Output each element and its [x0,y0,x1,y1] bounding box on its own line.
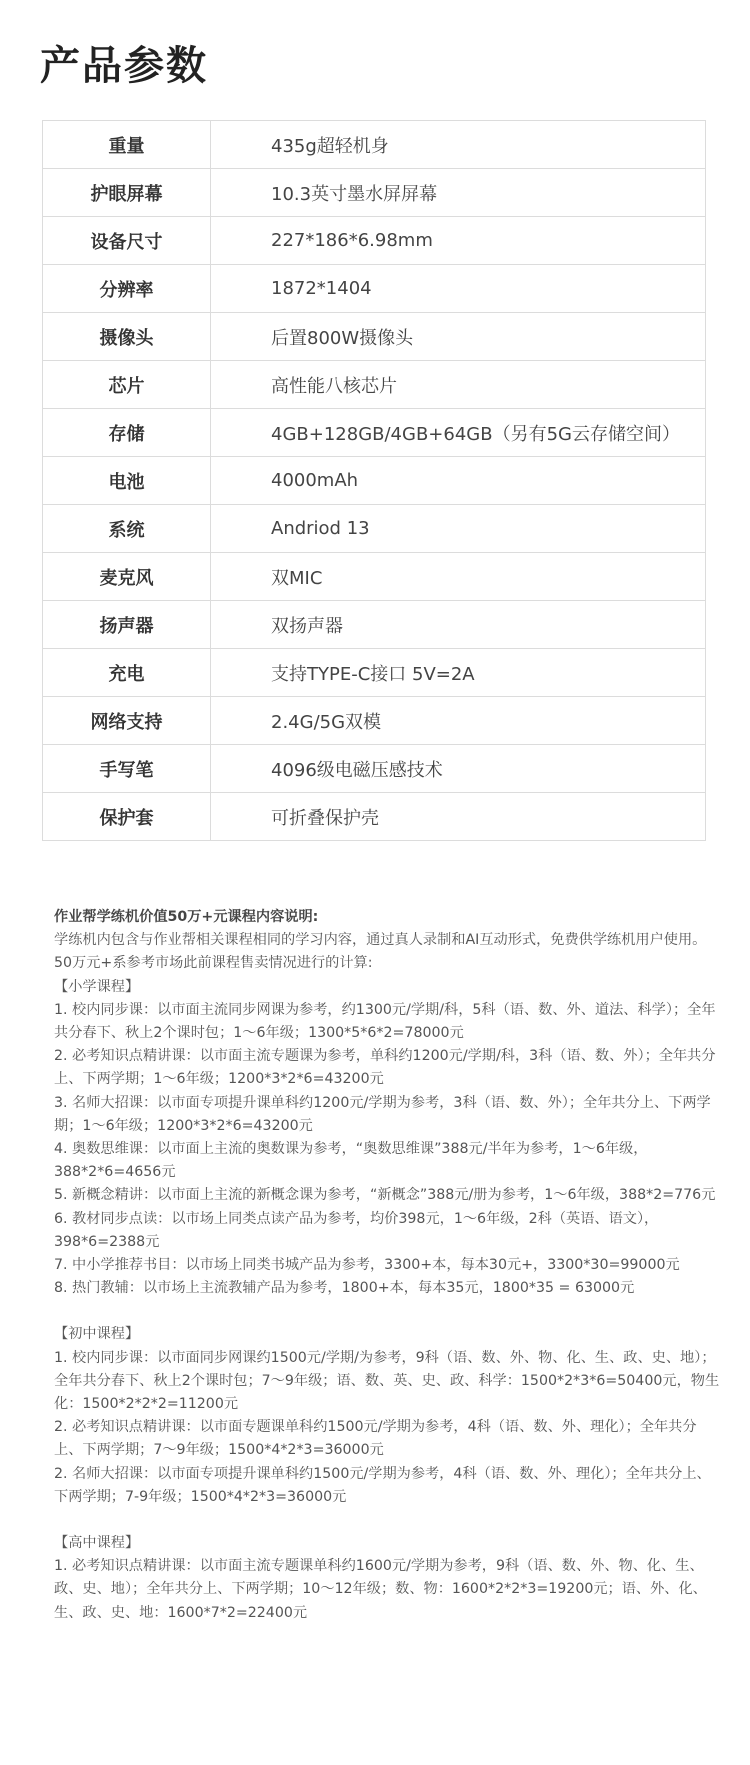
spec-value: 1872*1404 [211,265,706,313]
spec-row [43,457,706,505]
note-item: 4. 奥数思维课：以市面上主流的奥数课为参考，“奥数思维课”388元/半年为参考，1～6年级，388*2*6=4656元 [54,1141,648,1181]
spec-label: 存储 [43,409,211,457]
spec-label: 手写笔 [43,745,211,793]
spec-row [43,793,706,841]
spec-label: 摄像头 [43,313,211,361]
spec-row [43,649,706,697]
spec-row [43,505,706,553]
spec-value: 双MIC [211,553,706,601]
spec-value: 4GB+128GB/4GB+64GB（另有5G云存储空间） [211,409,706,457]
notes-intro-line: 50万元+系参考市场此前课程售卖情况进行的计算: [54,955,373,972]
note-item: 1. 必考知识点精讲课：以市面主流专题课单科约1600元/学期为参考，9科（语、数、外、物、化、生、政、史、地）；全年共分上、下两学期；10～12年级；数、物：1600*2*2*3=19200元；语、外、化、生、政、史、地：1600*7*2=22400元 [54,1558,707,1621]
spec-row [43,265,706,313]
spec-value: 后置800W摄像头 [211,313,706,361]
spec-table [42,120,706,841]
spec-label: 网络支持 [43,697,211,745]
spec-row [43,361,706,409]
note-item: 2. 必考知识点精讲课：以市面专题课单科约1500元/学期为参考，4科（语、数、外、理化）；全年共分上、下两学期；7～9年级；1500*4*2*3=36000元 [54,1419,697,1459]
note-item: 3. 名师大招课：以市面专项提升课单科约1200元/学期为参考，3科（语、数、外）；全年共分上、下两学期；1～6年级；1200*3*2*6=43200元 [54,1094,711,1134]
spec-value: 4000mAh [211,457,706,505]
spec-value: 4096级电磁压感技术 [211,745,706,793]
spec-row [43,745,706,793]
note-item: 2. 名师大招课：以市面专项提升课单科约1500元/学期为参考，4科（语、数、外、理化）；全年共分上、下两学期；7-9年级；1500*4*2*3=36000元 [54,1465,711,1505]
spec-label: 系统 [43,505,211,553]
spec-value: 双扬声器 [211,601,706,649]
spec-value: 高性能八核芯片 [211,361,706,409]
spec-label: 麦克风 [43,553,211,601]
spec-row [43,121,706,169]
spec-row [43,553,706,601]
note-item: 5. 新概念精讲：以市面上主流的新概念课为参考，“新概念”388元/册为参考，1～6年级，388*2=776元 [54,1187,716,1204]
spec-row [43,313,706,361]
spec-label: 扬声器 [43,601,211,649]
spec-value: 2.4G/5G双模 [211,697,706,745]
spec-row [43,697,706,745]
spec-label: 护眼屏幕 [43,169,211,217]
spec-value: 支持TYPE-C接口 5V=2A [211,649,706,697]
spec-label: 电池 [43,457,211,505]
note-item: 8. 热门教辅：以市场上主流教辅产品为参考，1800+本，每本35元，1800*35 = 63000元 [54,1280,635,1297]
spec-value: 227*186*6.98mm [211,217,706,265]
notes-heading: 作业帮学练机价值50万+元课程内容说明: [54,909,319,925]
spec-label: 重量 [43,121,211,169]
spec-label: 芯片 [43,361,211,409]
spec-row [43,217,706,265]
note-item: 1. 校内同步课：以市面同步网课约1500元/学期/为参考，9科（语、数、外、物、化、生、政、史、地）；全年共分春下、秋上2个课时包；7～9年级；语、数、英、史、政、科学：1500*2*3*6=50400元，物生化：1500*2*2*2=11200元 [54,1349,720,1413]
note-item: 6. 教材同步点读：以市场上同类点读产品为参考，均价398元，1～6年级，2科（英语、语文），398*6=2388元 [54,1210,659,1250]
spec-row [43,409,706,457]
spec-value: 435g超轻机身 [211,121,706,169]
section-title-primary: 【小学课程】 [54,978,140,995]
spec-label: 设备尺寸 [43,217,211,265]
section-title-high: 【高中课程】 [54,1535,140,1552]
spec-row [43,601,706,649]
notes-intro-line: 学练机内包含与作业帮相关课程相同的学习内容，通过真人录制和AI互动形式，免费供学练机用户使用。 [54,932,707,949]
note-item: 2. 必考知识点精讲课：以市面主流专题课为参考，单科约1200元/学期/科，3科（语、数、外）；全年共分上、下两学期；1～6年级；1200*3*2*6=43200元 [54,1048,716,1088]
spec-row [43,169,706,217]
section-gap [54,1300,722,1323]
page-title: 产品参数 [40,43,208,89]
spec-value: 可折叠保护壳 [211,793,706,841]
note-item: 7. 中小学推荐书目：以市场上同类书城产品为参考，3300+本，每本30元+，3300*30=99000元 [54,1257,680,1274]
spec-value: Andriod 13 [211,505,706,553]
spec-label: 保护套 [43,793,211,841]
course-notes [54,906,722,1625]
spec-value: 10.3英寸墨水屏屏幕 [211,169,706,217]
section-title-middle: 【初中课程】 [54,1326,140,1343]
section-gap [54,1509,722,1532]
spec-label: 充电 [43,649,211,697]
spec-label: 分辨率 [43,265,211,313]
note-item: 1. 校内同步课：以市面主流同步网课为参考，约1300元/学期/科，5科（语、数、外、道法、科学）；全年共分春下、秋上2个课时包；1～6年级；1300*5*6*2=78000元 [54,1001,716,1042]
